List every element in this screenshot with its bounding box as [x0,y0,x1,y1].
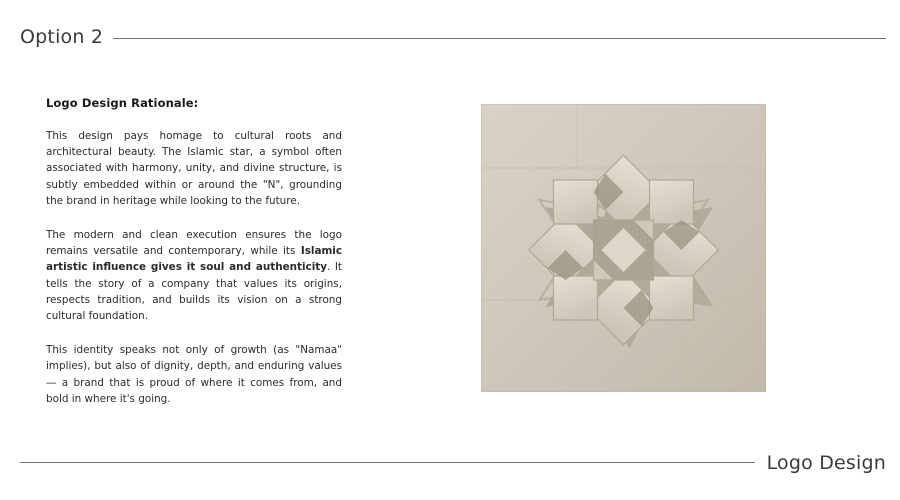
page-footer [20,452,886,474]
rationale-paragraph-2 [46,227,342,324]
rationale-paragraph-2-tail: . It tells the story of a company that values its origins, respects tradition, and builds its vision on a strong cultural foundation. [46,261,342,323]
logo-artwork-image [481,104,766,392]
rationale-heading: Logo Design Rationale: [46,96,199,110]
islamic-star-relief-graphic [481,104,766,392]
page-title: Option 2 [20,26,104,48]
rationale-paragraph-2-emphasis: Islamic artistic influence gives it soul and authenticity [46,245,342,274]
rationale-paragraph-1: This design pays homage to cultural roots and architectural beauty. The Islamic star, a symbol often associated with harmony, unity, and divine structure, is subtly embedded within or around the "N", grounding the brand in heritage while looking to the future. [46,130,342,207]
rationale-paragraph-3: This identity speaks not only of growth (as "Namaa" implies), but also of dignity, depth, and enduring values — a brand that is proud of where it comes from, and bold in where it's going. [46,344,342,405]
footer-title: Logo Design [766,452,886,474]
footer-divider [20,462,755,463]
rationale-paragraph-2-lead: The modern and clean execution ensures the logo remains versatile and contemporary, while its [46,229,342,258]
page-header [20,26,886,48]
header-divider [113,38,886,39]
rationale-block [46,96,342,407]
